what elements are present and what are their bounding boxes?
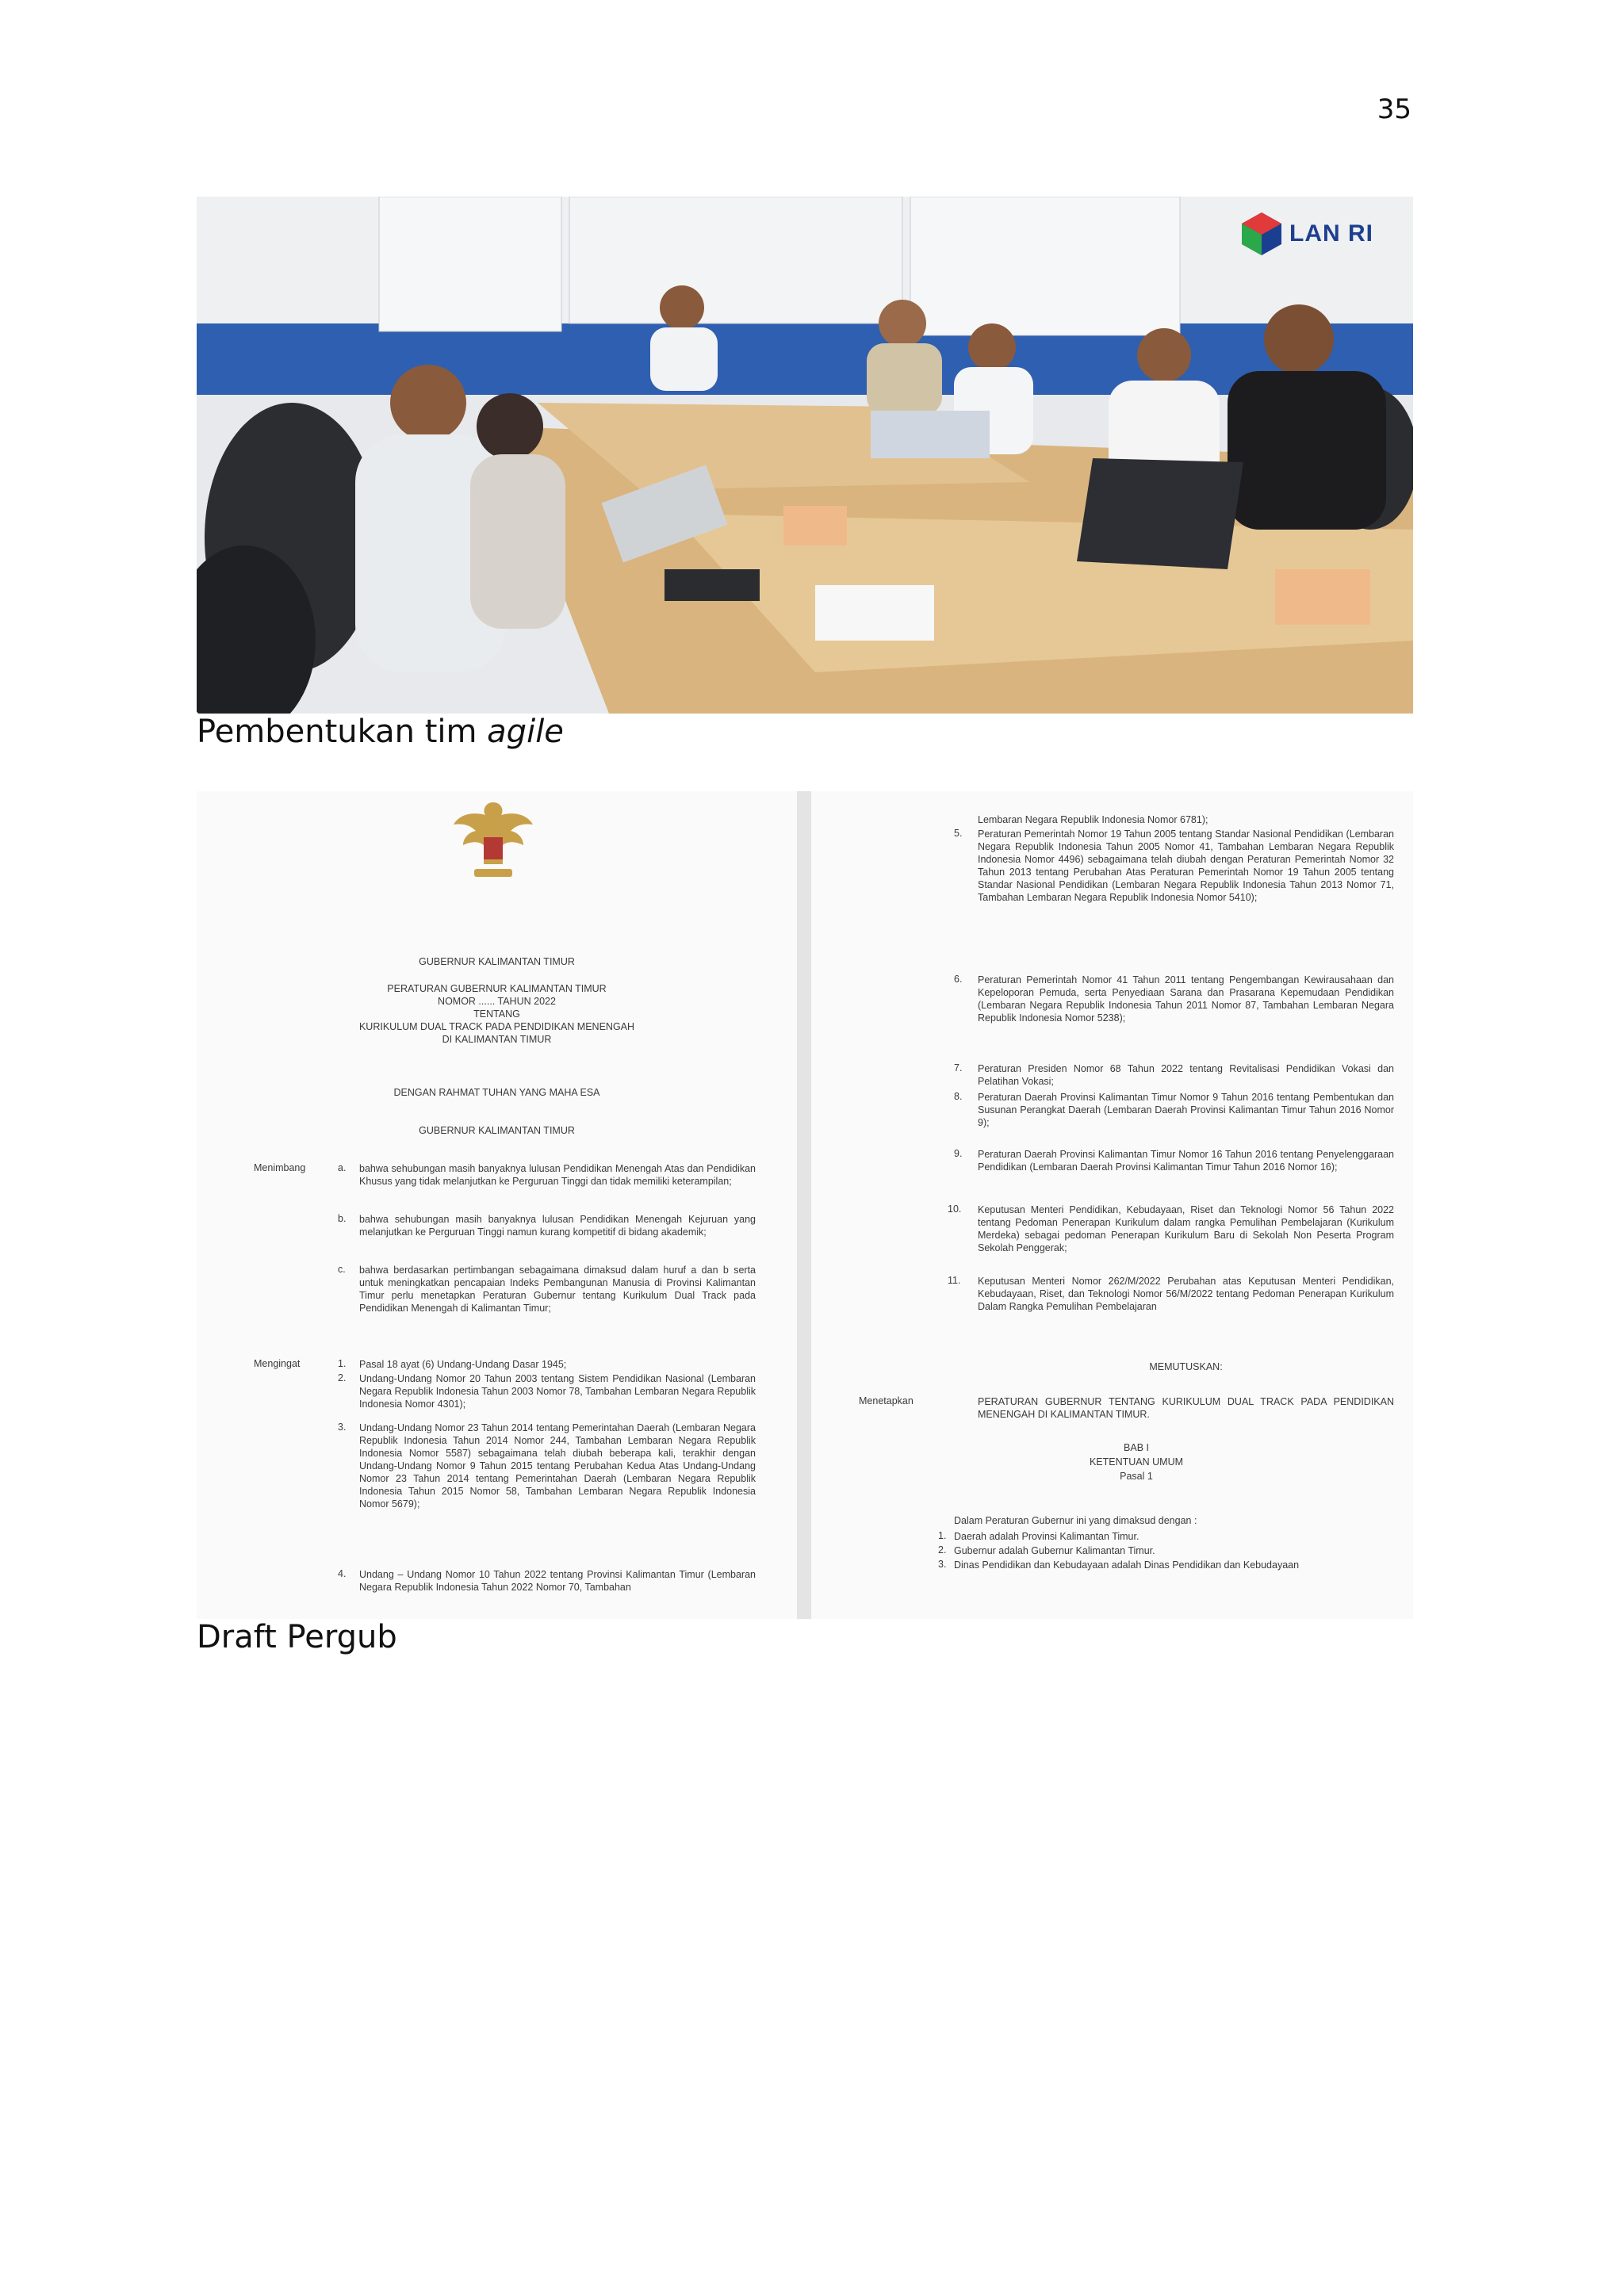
right-mark-5: 5. [954, 828, 963, 839]
mengingat-mark-4: 4. [338, 1568, 347, 1579]
definition-3: Dinas Pendidikan dan Kebudayaan adalah Dinas Pendidikan dan Kebudayaan [954, 1559, 1300, 1571]
doc-governor-heading: GUBERNUR KALIMANTAN TIMUR [419, 956, 575, 967]
right-item-7: Peraturan Presiden Nomor 68 Tahun 2022 tentang Revitalisasi Pendidikan Vokasi dan Pelatihan Vokasi; [978, 1063, 1394, 1087]
photo-caption [197, 714, 564, 750]
meeting-photo [197, 197, 1413, 714]
draft-regulation-scan [197, 791, 1413, 1619]
right-item-11: Keputusan Menteri Nomor 262/M/2022 Perubahan atas Keputusan Menteri Pendidikan, Kebudayaan, Riset, dan Teknologi Nomor 56/M/2022 tentang Pedoman Penerapan Kurikulum Dalam Rangka Pemulihan Pembelajaran [978, 1276, 1394, 1312]
lan-ri-logo-text: LAN RI [1289, 220, 1373, 247]
scan-left-page [197, 791, 797, 1619]
definition-mark-1: 1. [938, 1530, 947, 1541]
doc-title-line-3: TENTANG [473, 1008, 520, 1020]
mengingat-item-1: Pasal 18 ayat (6) Undang-Undang Dasar 1945; [359, 1359, 567, 1370]
memutuskan-heading: MEMUTUSKAN: [1149, 1361, 1223, 1372]
right-continuation-line: Lembaran Negara Republik Indonesia Nomor 6781); [978, 814, 1208, 825]
right-mark-8: 8. [954, 1091, 963, 1102]
photo-caption-text: Pembentukan tim [197, 714, 488, 750]
right-item-5: Peraturan Pemerintah Nomor 19 Tahun 2005 tentang Standar Nasional Pendidikan (Lembaran Negara Republik Indonesia Tahun 2005 Nomor 41, Tambahan Lembaran Negara Republik Indonesia Nomor 4496) sebagaimana telah diubah dengan Peraturan Pemerintah Nomor 32 Tahun 2013 tentang Perubahan Atas Peraturan Pemerintah Nomor 19 Tahun 2005 tentang Standar Nasional Pendidikan (Lembaran Negara Republik Indonesia Tahun 2013 Nomor 71, Tambahan Lembaran Negara Republik Indonesia Nomor 5410); [978, 828, 1394, 903]
definition-1: Daerah adalah Provinsi Kalimantan Timur. [954, 1531, 1139, 1542]
menimbang-label: Menimbang [254, 1162, 306, 1173]
bab-title: KETENTUAN UMUM [1089, 1456, 1184, 1468]
document-caption: Draft Pergub [197, 1619, 397, 1655]
doc-governor-line: GUBERNUR KALIMANTAN TIMUR [419, 1125, 575, 1136]
menetapkan-text: PERATURAN GUBERNUR TENTANG KURIKULUM DUAL TRACK PADA PENDIDIKAN MENENGAH DI KALIMANTAN TIMUR. [978, 1396, 1394, 1420]
right-item-9: Peraturan Daerah Provinsi Kalimantan Timur Nomor 16 Tahun 2016 tentang Penyelenggaraan Pendidikan (Lembaran Daerah Provinsi Kalimantan Timur Tahun 2016 Nomor 16); [978, 1149, 1394, 1173]
mengingat-item-2: Undang-Undang Nomor 20 Tahun 2003 tentang Sistem Pendidikan Nasional (Lembaran Negara Republik Indonesia Tahun 2003 Nomor 78, Tambahan Lembaran Negara Republik Indonesia Nomor 4301); [359, 1373, 756, 1410]
page-number: 35 [1377, 94, 1411, 125]
doc-title-line-5: DI KALIMANTAN TIMUR [442, 1034, 552, 1045]
right-item-6: Peraturan Pemerintah Nomor 41 Tahun 2011 tentang Pengembangan Kewirausahaan dan Kepeloporan Pemuda, serta Penyediaan Sarana dan Prasarana Kepemudaan Pendidikan (Lembaran Negara Republik Indonesia Tahun 2011 Nomor 87, Tambahan Lembaran Negara Republik Indonesia Nomor 5238); [978, 974, 1394, 1024]
definition-2: Gubernur adalah Gubernur Kalimantan Timur. [954, 1545, 1155, 1556]
doc-title-line-1: PERATURAN GUBERNUR KALIMANTAN TIMUR [387, 983, 607, 994]
right-mark-6: 6. [954, 974, 963, 985]
mengingat-item-4: Undang – Undang Nomor 10 Tahun 2022 tentang Provinsi Kalimantan Timur (Lembaran Negara Republik Indonesia Tahun 2022 Nomor 70, Tambahan [359, 1569, 756, 1593]
doc-blessing: DENGAN RAHMAT TUHAN YANG MAHA ESA [393, 1087, 600, 1098]
right-mark-11: 11. [948, 1275, 961, 1286]
mengingat-mark-3: 3. [338, 1422, 347, 1433]
mengingat-mark-1: 1. [338, 1358, 347, 1369]
right-mark-10: 10. [948, 1203, 962, 1215]
right-mark-9: 9. [954, 1148, 963, 1159]
mengingat-mark-2: 2. [338, 1372, 347, 1383]
menimbang-item-a: bahwa sehubungan masih banyaknya lulusan Pendidikan Menengah Atas dan Pendidikan Khusus yang tidak melanjutkan ke Perguruan Tinggi dan tidak memiliki keterampilan; [359, 1163, 756, 1187]
lan-ri-logo [1240, 211, 1373, 257]
definition-mark-3: 3. [938, 1559, 947, 1570]
photo-caption-italic: agile [487, 714, 564, 750]
menimbang-mark-c: c. [338, 1264, 346, 1275]
scan-right-page [811, 791, 1413, 1619]
definitions-intro: Dalam Peraturan Gubernur ini yang dimaksud dengan : [954, 1515, 1197, 1526]
right-item-8: Peraturan Daerah Provinsi Kalimantan Timur Nomor 9 Tahun 2016 tentang Pembentukan dan Susunan Perangkat Daerah (Lembaran Daerah Provinsi Kalimantan Timur Tahun 2016 Nomor 9); [978, 1092, 1394, 1128]
definition-mark-2: 2. [938, 1544, 947, 1556]
doc-title-line-4: KURIKULUM DUAL TRACK PADA PENDIDIKAN MENENGAH [358, 1021, 635, 1032]
right-mark-7: 7. [954, 1062, 963, 1073]
right-item-10: Keputusan Menteri Pendidikan, Kebudayaan, Riset dan Teknologi Nomor 56 Tahun 2022 tentang Pedoman Penerapan Kurikulum dalam rangka Pemulihan Pembelajaran (Kurikulum Merdeka) sebagai pedoman Penerapan Kurikulum Baru di Sekolah Non Peserta Program Sekolah Penggerak; [978, 1204, 1394, 1253]
menimbang-item-b: bahwa sehubungan masih banyaknya lulusan Pendidikan Menengah Kejuruan yang melanjutkan ke Perguruan Tinggi namun kurang kompetitif di bidang akademik; [359, 1214, 756, 1238]
menetapkan-label: Menetapkan [859, 1395, 914, 1406]
bab-number: BAB I [1124, 1442, 1149, 1453]
menimbang-mark-b: b. [338, 1213, 347, 1224]
doc-title-line-2: NOMOR ...... TAHUN 2022 [438, 996, 556, 1007]
pasal-number: Pasal 1 [1120, 1471, 1153, 1482]
mengingat-item-3: Undang-Undang Nomor 23 Tahun 2014 tentang Pemerintahan Daerah (Lembaran Negara Republik Indonesia Tahun 2014 Nomor 244, Tambahan Lembaran Negara Republik Indonesia Nomor 5587) sebagaimana telah diubah beberapa kali, terakhir dengan Undang-Undang Nomor 9 Tahun 2015 tentang Perubahan Kedua Atas Undang-Undang Nomor 23 Tahun 2014 tentang Pemerintahan Daerah (Lembaran Negara Republik Indonesia Tahun 2015 Nomor 58, Tambahan Lembaran Negara Republik Indonesia Nomor 5679); [359, 1422, 756, 1510]
menimbang-item-c: bahwa berdasarkan pertimbangan sebagaimana dimaksud dalam huruf a dan b serta untuk meningkatkan pencapaian Indeks Pembangunan Manusia di Provinsi Kalimantan Timur perlu menetapkan Peraturan Gubernur tentang Kurikulum Dual Track pada Pendidikan Menengah di Kalimantan Timur; [359, 1265, 756, 1314]
lan-ri-emblem-icon [1240, 211, 1283, 257]
menimbang-mark-a: a. [338, 1162, 347, 1173]
mengingat-label: Mengingat [254, 1358, 301, 1369]
meeting-photo-illustration [197, 197, 1413, 714]
scan-page-divider [797, 791, 811, 1619]
garuda-emblem-icon [450, 796, 536, 885]
